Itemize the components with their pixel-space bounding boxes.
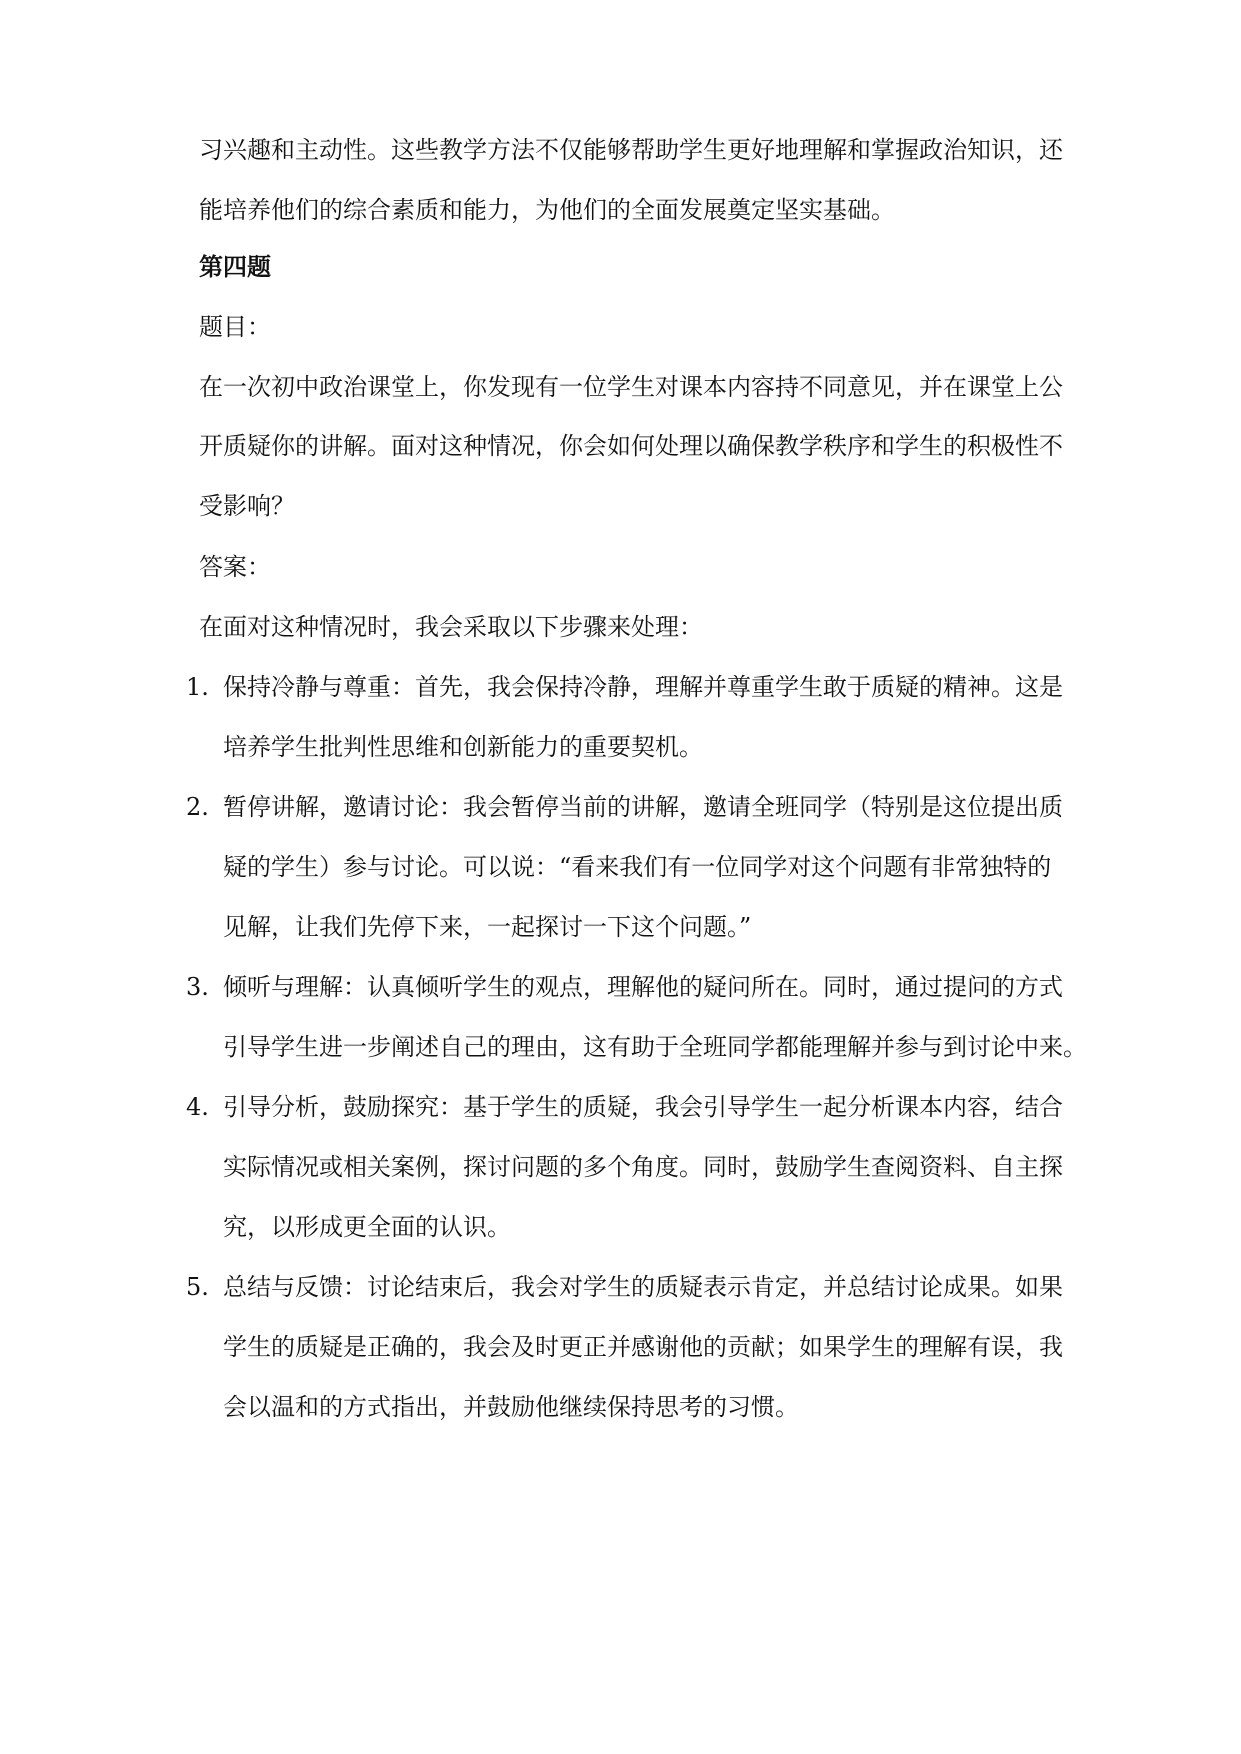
list-item-text: 暂停讲解，邀请讨论：我会暂停当前的讲解，邀请全班同学（特别是这位提出质 <box>223 793 1063 821</box>
list-item-text: 实际情况或相关案例，探讨问题的多个角度。同时，鼓励学生查阅资料、自主探 <box>223 1153 1063 1181</box>
list-item-text: 学生的质疑是正确的，我会及时更正并感谢他的贡献；如果学生的理解有误，我 <box>223 1333 1063 1361</box>
question-line-3: 受影响？ <box>199 492 295 520</box>
intro-line-2: 能培养他们的综合素质和能力，为他们的全面发展奠定坚实基础。 <box>199 196 895 224</box>
section-heading: 第四题 <box>199 252 271 281</box>
list-item-text: 究，以形成更全面的认识。 <box>223 1213 511 1241</box>
intro-line-1: 习兴趣和主动性。这些教学方法不仅能够帮助学生更好地理解和掌握政治知识，还 <box>199 136 1063 164</box>
list-item-text: 会以温和的方式指出，并鼓励他继续保持思考的习惯。 <box>223 1393 799 1421</box>
list-number: 1. <box>186 673 209 701</box>
list-item-text: 倾听与理解：认真倾听学生的观点，理解他的疑问所在。同时，通过提问的方式 <box>223 973 1063 1001</box>
list-item-text: 引导学生进一步阐述自己的理由，这有助于全班同学都能理解并参与到讨论中来。 <box>223 1033 1087 1061</box>
answer-label: 答案： <box>199 553 271 581</box>
question-label: 题目： <box>199 313 271 341</box>
list-item-text: 培养学生批判性思维和创新能力的重要契机。 <box>223 733 703 761</box>
list-number: 4. <box>186 1093 209 1121</box>
list-item-text: 保持冷静与尊重：首先，我会保持冷静，理解并尊重学生敢于质疑的精神。这是 <box>223 673 1063 701</box>
list-item-text: 总结与反馈：讨论结束后，我会对学生的质疑表示肯定，并总结讨论成果。如果 <box>223 1273 1063 1301</box>
question-line-2: 开质疑你的讲解。面对这种情况，你会如何处理以确保教学秩序和学生的积极性不 <box>199 432 1063 460</box>
list-number: 5. <box>186 1273 209 1301</box>
list-item-text: 见解，让我们先停下来，一起探讨一下这个问题。” <box>223 913 752 941</box>
list-item-text: 疑的学生）参与讨论。可以说：“看来我们有一位同学对这个问题有非常独特的 <box>223 853 1052 881</box>
list-number: 2. <box>186 793 209 821</box>
answer-intro: 在面对这种情况时，我会采取以下步骤来处理： <box>199 613 703 641</box>
list-number: 3. <box>186 973 209 1001</box>
question-line-1: 在一次初中政治课堂上，你发现有一位学生对课本内容持不同意见，并在课堂上公 <box>199 373 1063 401</box>
list-item-text: 引导分析，鼓励探究：基于学生的质疑，我会引导学生一起分析课本内容，结合 <box>223 1093 1063 1121</box>
